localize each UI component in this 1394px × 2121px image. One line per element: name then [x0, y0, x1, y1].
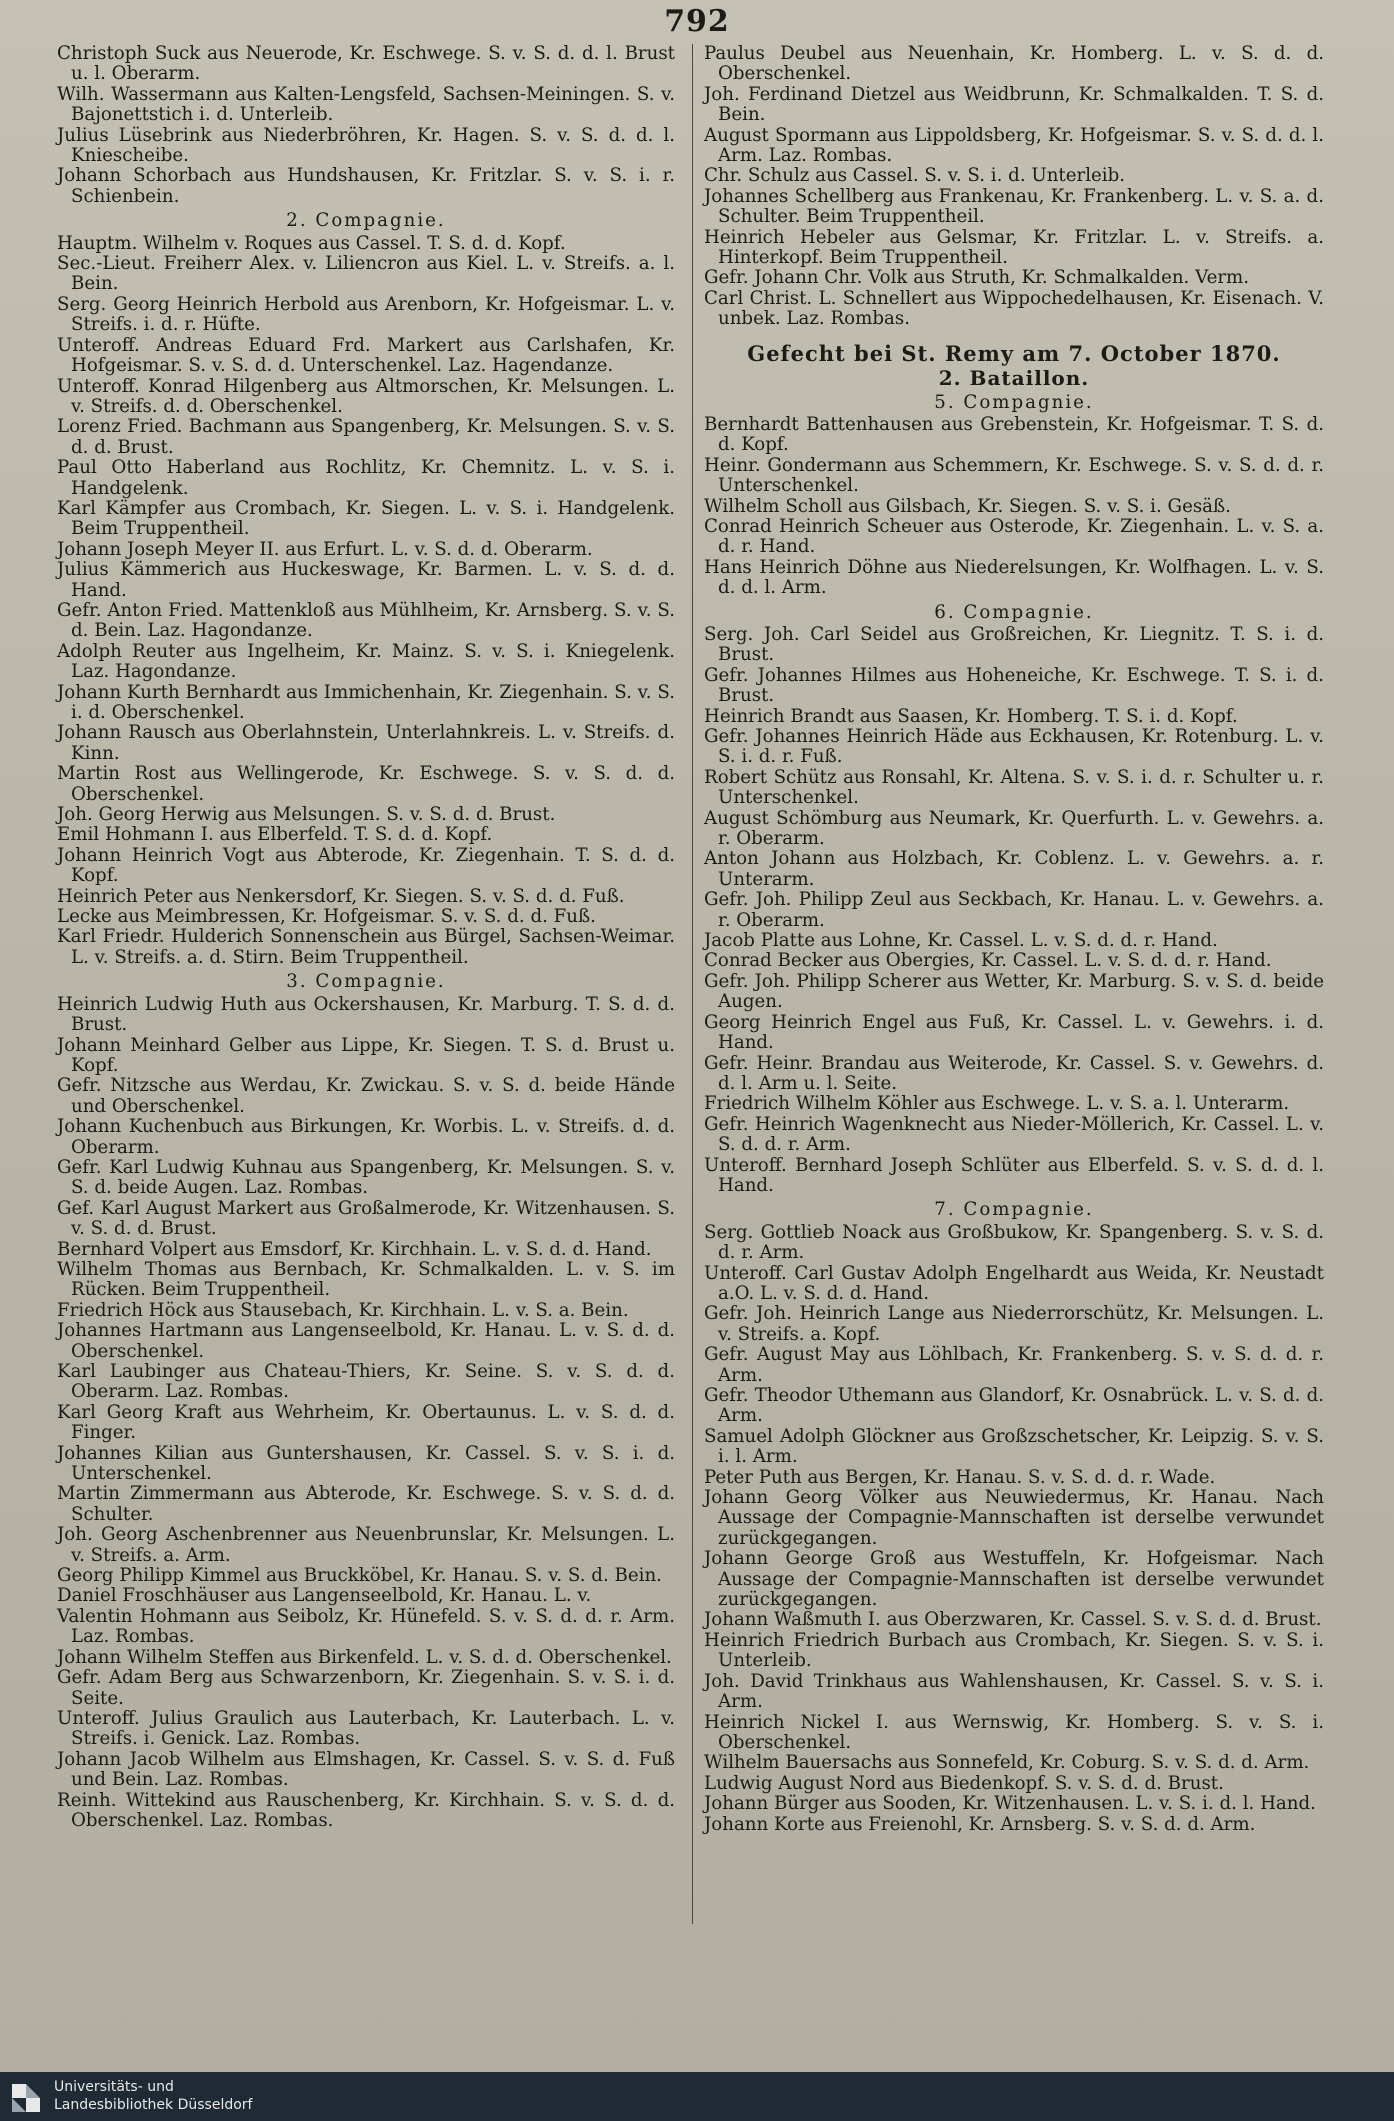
- casualty-entry: Lecke aus Meimbressen, Kr. Hofgeismar. S. v. S. d. d. Fuß.: [57, 906, 596, 928]
- casualty-entry: Valentin Hohmann aus Seibolz, Kr. Hünefeld. S. v. S. d. d. r. Arm. Laz. Rombas.: [57, 1605, 675, 1648]
- casualty-entry: Georg Philipp Kimmel aus Bruckköbel, Kr. Hanau. S. v. S. d. Bein.: [57, 1565, 662, 1587]
- company-heading: 5. Compagnie.: [934, 391, 1094, 413]
- casualty-entry: Karl Georg Kraft aus Wehrheim, Kr. Obertaunus. L. v. S. d. d. Finger.: [57, 1401, 675, 1444]
- casualty-entry: Paulus Deubel aus Neuenhain, Kr. Homberg. L. v. S. d. d. Oberschenkel.: [704, 43, 1324, 85]
- casualty-entry: Jacob Platte aus Lohne, Kr. Cassel. L. v. S. d. d. r. Hand.: [704, 930, 1218, 952]
- casualty-entry: Unteroff. Konrad Hilgenberg aus Altmorschen, Kr. Melsungen. L. v. Streifs. d. d. Oberschenkel.: [57, 375, 675, 417]
- casualty-entry: Samuel Adolph Glöckner aus Großzschetscher, Kr. Leipzig. S. v. S. i. l. Arm.: [704, 1425, 1324, 1468]
- casualty-entry: Wilhelm Thomas aus Bernbach, Kr. Schmalkalden. L. v. S. im Rücken. Beim Truppentheil.: [57, 1258, 675, 1301]
- casualty-entry: Karl Kämpfer aus Crombach, Kr. Siegen. L. v. S. i. Handgelenk. Beim Truppentheil.: [57, 497, 675, 540]
- casualty-entry: Heinr. Gondermann aus Schemmern, Kr. Eschwege. S. v. S. d. d. r. Unterschenkel.: [704, 454, 1324, 497]
- casualty-entry: Bernhardt Battenhausen aus Grebenstein, Kr. Hofgeismar. T. S. d. d. Kopf.: [704, 413, 1324, 456]
- casualty-entry: Joh. Georg Aschenbrenner aus Neuenbrunslar, Kr. Melsungen. L. v. Streifs. a. Arm.: [57, 1524, 675, 1566]
- casualty-entry: Hans Heinrich Döhne aus Niederelsungen, Kr. Wolfhagen. L. v. S. d. d. l. Arm.: [704, 556, 1324, 599]
- casualty-entry: Sec.-Lieut. Freiherr Alex. v. Liliencron aus Kiel. L. v. Streifs. a. l. Bein.: [57, 253, 675, 295]
- casualty-entry: Joh. Ferdinand Dietzel aus Weidbrunn, Kr. Schmalkalden. T. S. d. Bein.: [704, 83, 1324, 126]
- casualty-entry: Gef. Karl August Markert aus Großalmerode, Kr. Witzenhausen. S. v. S. d. d. Brust.: [57, 1197, 675, 1240]
- casualty-entry: Robert Schütz aus Ronsahl, Kr. Altena. S. v. S. i. d. r. Schulter u. r. Unterschenkel.: [704, 766, 1324, 809]
- casualty-entry: Heinrich Nickel I. aus Wernswig, Kr. Homberg. S. v. S. i. Oberschenkel.: [704, 1711, 1324, 1753]
- casualty-entry: Johann Rausch aus Oberlahnstein, Unterlahnkreis. L. v. Streifs. d. Kinn.: [57, 722, 675, 764]
- casualty-entry: Adolph Reuter aus Ingelheim, Kr. Mainz. S. v. S. i. Kniegelenk. Laz. Hagondanze.: [57, 640, 675, 683]
- library-name-line2: Landesbibliothek Düsseldorf: [54, 2097, 253, 2113]
- casualty-entry: Serg. Joh. Carl Seidel aus Großreichen, Kr. Liegnitz. T. S. i. d. Brust.: [704, 623, 1324, 666]
- university-library-logo-icon: [8, 2080, 44, 2116]
- company-heading: 3. Compagnie.: [286, 971, 446, 993]
- casualty-entry: Joh. Georg Herwig aus Melsungen. S. v. S. d. d. Brust.: [57, 804, 556, 826]
- casualty-entry: Friedrich Höck aus Stausebach, Kr. Kirchhain. L. v. S. a. Bein.: [57, 1299, 629, 1321]
- casualty-entry: Martin Zimmermann aus Abterode, Kr. Eschwege. S. v. S. d. d. Schulter.: [57, 1483, 675, 1525]
- casualty-entry: Unteroff. Julius Graulich aus Lauterbach, Kr. Lauterbach. L. v. Streifs. i. Genick. Laz. Rombas.: [57, 1707, 675, 1750]
- library-name-line1: Universitäts- und: [54, 2079, 174, 2095]
- casualty-entry: Gefr. Nitzsche aus Werdau, Kr. Zwickau. S. v. S. d. beide Hände und Oberschenkel.: [57, 1075, 675, 1117]
- casualty-entry: Johann Wilhelm Steffen aus Birkenfeld. L. v. S. d. d. Oberschenkel.: [57, 1646, 672, 1668]
- casualty-entry: Heinrich Brandt aus Saasen, Kr. Homberg. T. S. i. d. Kopf.: [704, 705, 1238, 727]
- casualty-entry: Reinh. Wittekind aus Rauschenberg, Kr. Kirchhain. S. v. S. d. d. Oberschenkel. Laz. Rombas.: [57, 1789, 675, 1831]
- page-number: 792: [664, 4, 730, 39]
- column-divider: [692, 44, 693, 1924]
- casualty-entry: Johannes Schellberg aus Frankenau, Kr. Frankenberg. L. v. S. a. d. Schulter. Beim Truppentheil.: [704, 185, 1324, 228]
- left-column: [57, 44, 675, 1831]
- casualty-entry: Gefr. Adam Berg aus Schwarzenborn, Kr. Ziegenhain. S. v. S. i. d. Seite.: [57, 1667, 675, 1709]
- casualty-entry: Johannes Kilian aus Guntershausen, Kr. Cassel. S. v. S. i. d. Unterschenkel.: [57, 1442, 675, 1485]
- casualty-entry: Unteroff. Carl Gustav Adolph Engelhardt aus Weida, Kr. Neustadt a.O. L. v. S. d. d. Hand.: [704, 1262, 1324, 1304]
- library-footer: [0, 2072, 1394, 2121]
- casualty-entry: Heinrich Ludwig Huth aus Ockershausen, Kr. Marburg. T. S. d. d. Brust.: [57, 993, 675, 1036]
- casualty-entry: Christoph Suck aus Neuerode, Kr. Eschwege. S. v. S. d. d. l. Brust u. l. Oberarm.: [57, 43, 675, 85]
- casualty-entry: Johann Korte aus Freienohl, Kr. Arnsberg. S. v. S. d. d. Arm.: [704, 1813, 1256, 1835]
- casualty-entry: Johann Meinhard Gelber aus Lippe, Kr. Siegen. T. S. d. Brust u. Kopf.: [57, 1034, 675, 1076]
- casualty-entry: August Spormann aus Lippoldsberg, Kr. Hofgeismar. S. v. S. d. d. l. Arm. Laz. Rombas.: [704, 124, 1324, 167]
- library-name: [54, 2078, 252, 2114]
- right-column: [704, 44, 1324, 1835]
- casualty-entry: Heinrich Peter aus Nenkersdorf, Kr. Siegen. S. v. S. d. d. Fuß.: [57, 885, 625, 907]
- casualty-entry: Gefr. Theodor Uthemann aus Glandorf, Kr. Osnabrück. L. v. S. d. d. Arm.: [704, 1385, 1324, 1427]
- casualty-entry: Johann Schorbach aus Hundshausen, Kr. Fritzlar. S. v. S. i. r. Schienbein.: [57, 165, 675, 207]
- casualty-entry: Johann Heinrich Vogt aus Abterode, Kr. Ziegenhain. T. S. d. d. Kopf.: [57, 844, 675, 887]
- casualty-entry: Johann Georg Völker aus Neuwiedermus, Kr. Hanau. Nach Aussage der Compagnie-Mannschaften ist derselbe verwundet zurückgegangen.: [704, 1487, 1324, 1549]
- casualty-entry: Johann George Groß aus Westuffeln, Kr. Hofgeismar. Nach Aussage der Compagnie-Mannschaften ist derselbe verwundet zurückgegangen.: [704, 1548, 1324, 1611]
- company-heading: 7. Compagnie.: [934, 1199, 1094, 1221]
- casualty-entry: Johann Joseph Meyer II. aus Erfurt. L. v. S. d. d. Oberarm.: [57, 538, 593, 560]
- casualty-entry: Conrad Heinrich Scheuer aus Osterode, Kr. Ziegenhain. L. v. S. a. d. r. Hand.: [704, 515, 1324, 558]
- casualty-entry: Gefr. Joh. Philipp Scherer aus Wetter, Kr. Marburg. S. v. S. d. beide Augen.: [704, 970, 1324, 1013]
- casualty-entry: Chr. Schulz aus Cassel. S. v. S. i. d. Unterleib.: [704, 165, 1126, 187]
- casualty-entry: Johann Kuchenbuch aus Birkungen, Kr. Worbis. L. v. Streifs. d. d. Oberarm.: [57, 1116, 675, 1158]
- casualty-entry: Martin Rost aus Wellingerode, Kr. Eschwege. S. v. S. d. d. Oberschenkel.: [57, 763, 675, 805]
- casualty-entry: Georg Heinrich Engel aus Fuß, Kr. Cassel. L. v. Gewehrs. i. d. Hand.: [704, 1011, 1324, 1054]
- casualty-entry: Bernhard Volpert aus Emsdorf, Kr. Kirchhain. L. v. S. d. d. Hand.: [57, 1238, 652, 1260]
- casualty-entry: Hauptm. Wilhelm v. Roques aus Cassel. T. S. d. d. Kopf.: [57, 232, 566, 254]
- casualty-entry: Emil Hohmann I. aus Elberfeld. T. S. d. d. Kopf.: [57, 824, 493, 846]
- casualty-entry: Serg. Gottlieb Noack aus Großbukow, Kr. Spangenberg. S. v. S. d. d. r. Arm.: [704, 1221, 1324, 1264]
- casualty-entry: Gefr. Johannes Heinrich Häde aus Eckhausen, Kr. Rotenburg. L. v. S. i. d. r. Fuß.: [704, 726, 1324, 768]
- casualty-entry: Lorenz Fried. Bachmann aus Spangenberg, Kr. Melsungen. S. v. S. d. d. Brust.: [57, 416, 675, 458]
- casualty-entry: Johann Bürger aus Sooden, Kr. Witzenhausen. L. v. S. i. d. l. Hand.: [704, 1793, 1316, 1815]
- casualty-entry: Johann Kurth Bernhardt aus Immichenhain, Kr. Ziegenhain. S. v. S. i. d. Oberschenkel.: [57, 681, 675, 723]
- casualty-entry: Friedrich Wilhelm Köhler aus Eschwege. L. v. S. a. l. Unterarm.: [704, 1093, 1290, 1115]
- casualty-entry: Wilh. Wassermann aus Kalten-Lengsfeld, Sachsen-Meiningen. S. v. Bajonettstich i. d. Unterleib.: [57, 83, 675, 126]
- casualty-entry: Serg. Georg Heinrich Herbold aus Arenborn, Kr. Hofgeismar. L. v. Streifs. i. d. r. Hüfte.: [57, 293, 675, 336]
- casualty-entry: Unteroff. Bernhard Joseph Schlüter aus Elberfeld. S. v. S. d. d. l. Hand.: [704, 1154, 1324, 1196]
- casualty-entry: Unteroff. Andreas Eduard Frd. Markert aus Carlshafen, Kr. Hofgeismar. S. v. S. d. d. Unterschenkel. Laz. Hagendanze.: [57, 334, 675, 377]
- company-heading: 6. Compagnie.: [934, 601, 1094, 623]
- casualty-entry: Conrad Becker aus Obergies, Kr. Cassel. L. v. S. d. d. r. Hand.: [704, 950, 1272, 972]
- casualty-entry: Wilhelm Bauersachs aus Sonnefeld, Kr. Coburg. S. v. S. d. d. Arm.: [704, 1752, 1310, 1774]
- casualty-entry: Paul Otto Haberland aus Rochlitz, Kr. Chemnitz. L. v. S. i. Handgelenk.: [57, 457, 675, 499]
- casualty-entry: Gefr. August May aus Löhlbach, Kr. Frankenberg. S. v. S. d. d. r. Arm.: [704, 1344, 1324, 1386]
- section-title: Gefecht bei St. Remy am 7. October 1870.: [747, 340, 1281, 366]
- casualty-entry: Johann Jacob Wilhelm aus Elmshagen, Kr. Cassel. S. v. S. d. Fuß und Bein. Laz. Rombas.: [57, 1748, 675, 1791]
- casualty-entry: August Schömburg aus Neumark, Kr. Querfurth. L. v. Gewehrs. a. r. Oberarm.: [704, 807, 1324, 850]
- casualty-entry: Gefr. Karl Ludwig Kuhnau aus Spangenberg, Kr. Melsungen. S. v. S. d. beide Augen. Laz. Rombas.: [57, 1156, 675, 1199]
- casualty-entry: Karl Laubinger aus Chateau-Thiers, Kr. Seine. S. v. S. d. d. Oberarm. Laz. Rombas.: [57, 1361, 675, 1403]
- casualty-entry: Heinrich Friedrich Burbach aus Crombach, Kr. Siegen. S. v. S. i. Unterleib.: [704, 1629, 1324, 1672]
- casualty-entry: Carl Christ. L. Schnellert aus Wippochedelhausen, Kr. Eisenach. V. unbek. Laz. Rombas.: [704, 287, 1324, 330]
- company-heading: 2. Compagnie.: [286, 210, 446, 232]
- casualty-entry: Gefr. Heinr. Brandau aus Weiterode, Kr. Cassel. S. v. Gewehrs. d. d. l. Arm u. l. Seite.: [704, 1052, 1324, 1094]
- casualty-entry: Gefr. Anton Fried. Mattenkloß aus Mühlheim, Kr. Arnsberg. S. v. S. d. Bein. Laz. Hagondanze.: [57, 599, 675, 642]
- casualty-entry: Johannes Hartmann aus Langenseelbold, Kr. Hanau. L. v. S. d. d. Oberschenkel.: [57, 1320, 675, 1362]
- section-title: 2. Bataillon.: [938, 366, 1090, 391]
- casualty-entry: Daniel Froschhäuser aus Langenseelbold, Kr. Hanau. L. v.: [57, 1585, 592, 1607]
- casualty-entry: Gefr. Heinrich Wagenknecht aus Nieder-Möllerich, Kr. Cassel. L. v. S. d. d. r. Arm.: [704, 1113, 1324, 1156]
- casualty-entry: Gefr. Joh. Heinrich Lange aus Niederrorschütz, Kr. Melsungen. L. v. Streifs. a. Kopf.: [704, 1303, 1324, 1345]
- casualty-entry: Heinrich Hebeler aus Gelsmar, Kr. Fritzlar. L. v. Streifs. a. Hinterkopf. Beim Truppentheil.: [704, 226, 1324, 269]
- casualty-entry: Gefr. Johannes Hilmes aus Hoheneiche, Kr. Eschwege. T. S. i. d. Brust.: [704, 664, 1324, 707]
- casualty-entry: Johann Waßmuth I. aus Oberzwaren, Kr. Cassel. S. v. S. d. d. Brust.: [704, 1609, 1322, 1631]
- casualty-entry: Julius Kämmerich aus Huckeswage, Kr. Barmen. L. v. S. d. d. Hand.: [57, 559, 675, 601]
- casualty-entry: Peter Puth aus Bergen, Kr. Hanau. S. v. S. d. d. r. Wade.: [704, 1466, 1216, 1488]
- casualty-entry: Julius Lüsebrink aus Niederbröhren, Kr. Hagen. S. v. S. d. d. l. Kniescheibe.: [57, 124, 675, 167]
- casualty-entry: Gefr. Joh. Philipp Zeul aus Seckbach, Kr. Hanau. L. v. Gewehrs. a. r. Oberarm.: [704, 889, 1324, 931]
- casualty-entry: Anton Johann aus Holzbach, Kr. Coblenz. L. v. Gewehrs. a. r. Unterarm.: [704, 848, 1324, 890]
- casualty-entry: Joh. David Trinkhaus aus Wahlenshausen, Kr. Cassel. S. v. S. i. Arm.: [704, 1670, 1324, 1713]
- casualty-entry: Karl Friedr. Hulderich Sonnenschein aus Bürgel, Sachsen-Weimar. L. v. Streifs. a. d. Stirn. Beim Truppentheil.: [57, 926, 675, 968]
- casualty-entry: Ludwig August Nord aus Biedenkopf. S. v. S. d. d. Brust.: [704, 1772, 1224, 1794]
- casualty-entry: Gefr. Johann Chr. Volk aus Struth, Kr. Schmalkalden. Verm.: [704, 267, 1250, 289]
- casualty-entry: Wilhelm Scholl aus Gilsbach, Kr. Siegen. S. v. S. i. Gesäß.: [704, 495, 1231, 517]
